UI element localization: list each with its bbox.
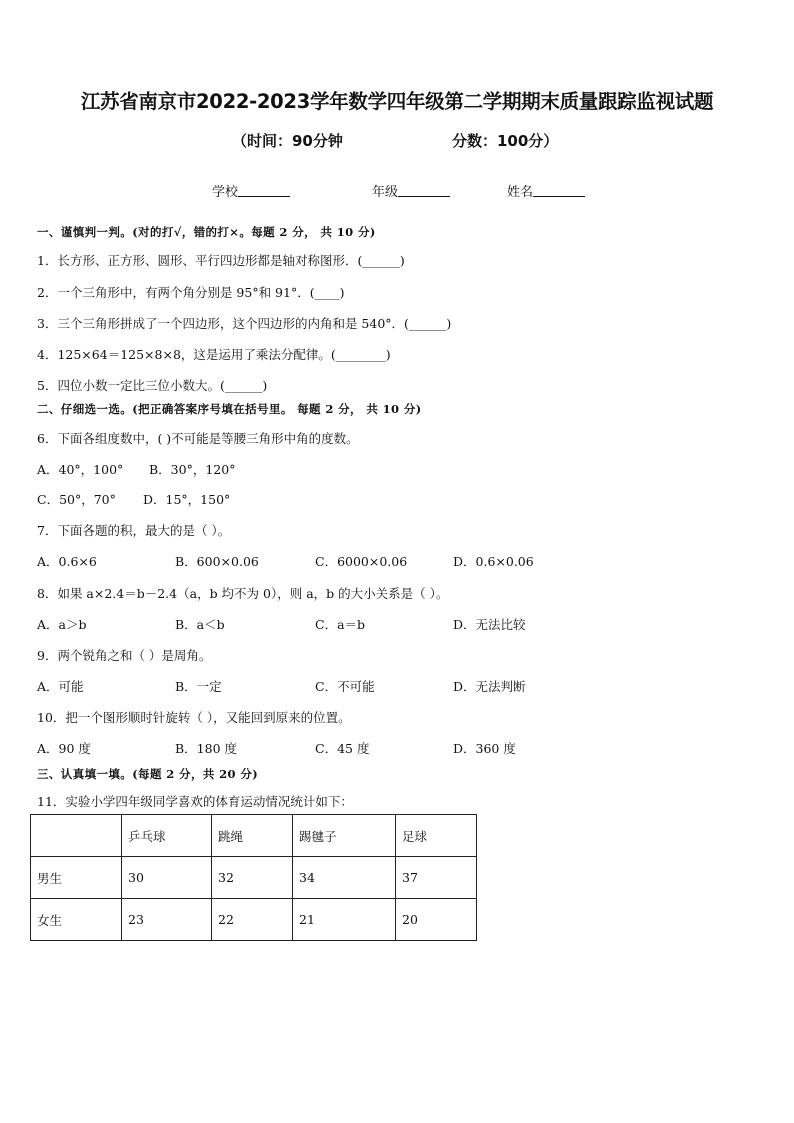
question-1: 1．长方形、正方形、圆形、平行四边形都是轴对称图形．(______) (37, 253, 405, 268)
question-4: 4．125×64＝125×8×8，这是运用了乘法分配律。(________) (37, 347, 391, 362)
school-field (212, 181, 290, 200)
question-11: 11．实验小学四年级同学喜欢的体育运动情况统计如下： (37, 794, 353, 809)
sports-stats-table (30, 814, 477, 941)
school-blank (238, 184, 290, 197)
table-cell: 20 (396, 899, 477, 941)
table-header-cell: 乒乓球 (122, 815, 212, 857)
section3-heading: 三、认真填一填。(每题 2 分，共 20 分) (37, 767, 259, 781)
name-label: 姓名 (507, 185, 534, 200)
table-cell: 21 (293, 899, 396, 941)
q8-option-b: B．a＜b (175, 617, 225, 632)
exam-title: 江苏省南京市2022-2023学年数学四年级第二学期期末质量跟踪监视试题 (80, 90, 714, 113)
q6-option-b: B．30°，120° (149, 462, 236, 477)
q8-option-a: A．a＞b (37, 617, 87, 632)
table-header-cell: 踢毽子 (293, 815, 396, 857)
table-cell: 32 (212, 857, 293, 899)
exam-score: 分数：100分） (452, 132, 559, 150)
section1-heading: 一、谨慎判一判。(对的打√，错的打×。每题 2 分， 共 10 分) (37, 225, 376, 239)
question-3: 3．三个三角形拼成了一个四边形，这个四边形的内角和是 540°．(______) (37, 316, 452, 331)
q7-option-c: C．6000×0.06 (315, 554, 408, 569)
grade-label: 年级 (372, 185, 399, 200)
question-9: 9．两个锐角之和（ ）是周角。 (37, 648, 212, 663)
question-5: 5．四位小数一定比三位小数大。(______) (37, 378, 268, 393)
table-cell: 37 (396, 857, 477, 899)
question-10: 10．把一个图形顺时针旋转（ ），又能回到原来的位置。 (37, 710, 351, 725)
question-2: 2．一个三角形中，有两个角分别是 95°和 91°．(____) (37, 285, 345, 300)
table-cell: 34 (293, 857, 396, 899)
table-cell: 22 (212, 899, 293, 941)
q8-option-c: C．a＝b (315, 617, 366, 632)
q6-option-a: A．40°，100° (37, 462, 124, 477)
q10-option-c: C．45 度 (315, 741, 370, 756)
q8-option-d: D．无法比较 (453, 617, 526, 632)
question-7: 7．下面各题的积，最大的是（ ）。 (37, 523, 231, 538)
table-cell: 23 (122, 899, 212, 941)
table-row-label: 女生 (31, 899, 122, 941)
table-header-row (31, 815, 477, 857)
q7-option-b: B．600×0.06 (175, 554, 259, 569)
q7-option-d: D．0.6×0.06 (453, 554, 534, 569)
q9-option-d: D．无法判断 (453, 679, 526, 694)
table-cell: 30 (122, 857, 212, 899)
table-row (31, 899, 477, 941)
name-blank (533, 184, 585, 197)
grade-field (372, 181, 450, 200)
section2-heading: 二、仔细选一选。(把正确答案序号填在括号里。 每题 2 分， 共 10 分) (37, 402, 422, 416)
table-header-cell (31, 815, 122, 857)
table-row (31, 857, 477, 899)
question-8: 8．如果 a×2.4＝b－2.4（a，b 均不为 0），则 a，b 的大小关系是（ ）。 (37, 586, 449, 601)
name-field (507, 181, 585, 200)
q9-option-c: C．不可能 (315, 679, 375, 694)
q6-option-c: C．50°，70° (37, 492, 116, 507)
exam-time: （时间：90分钟 (232, 132, 343, 150)
q6-option-d: D．15°，150° (143, 492, 231, 507)
q10-option-b: B．180 度 (175, 741, 238, 756)
q10-option-d: D．360 度 (453, 741, 516, 756)
q9-option-b: B．一定 (175, 679, 222, 694)
q9-option-a: A．可能 (37, 679, 84, 694)
table-row-label: 男生 (31, 857, 122, 899)
table-header-cell: 足球 (396, 815, 477, 857)
table-header-cell: 跳绳 (212, 815, 293, 857)
school-label: 学校 (212, 185, 239, 200)
question-6: 6．下面各组度数中，( )不可能是等腰三角形中角的度数。 (37, 431, 359, 446)
grade-blank (398, 184, 450, 197)
q7-option-a: A．0.6×6 (37, 554, 97, 569)
q10-option-a: A．90 度 (37, 741, 91, 756)
